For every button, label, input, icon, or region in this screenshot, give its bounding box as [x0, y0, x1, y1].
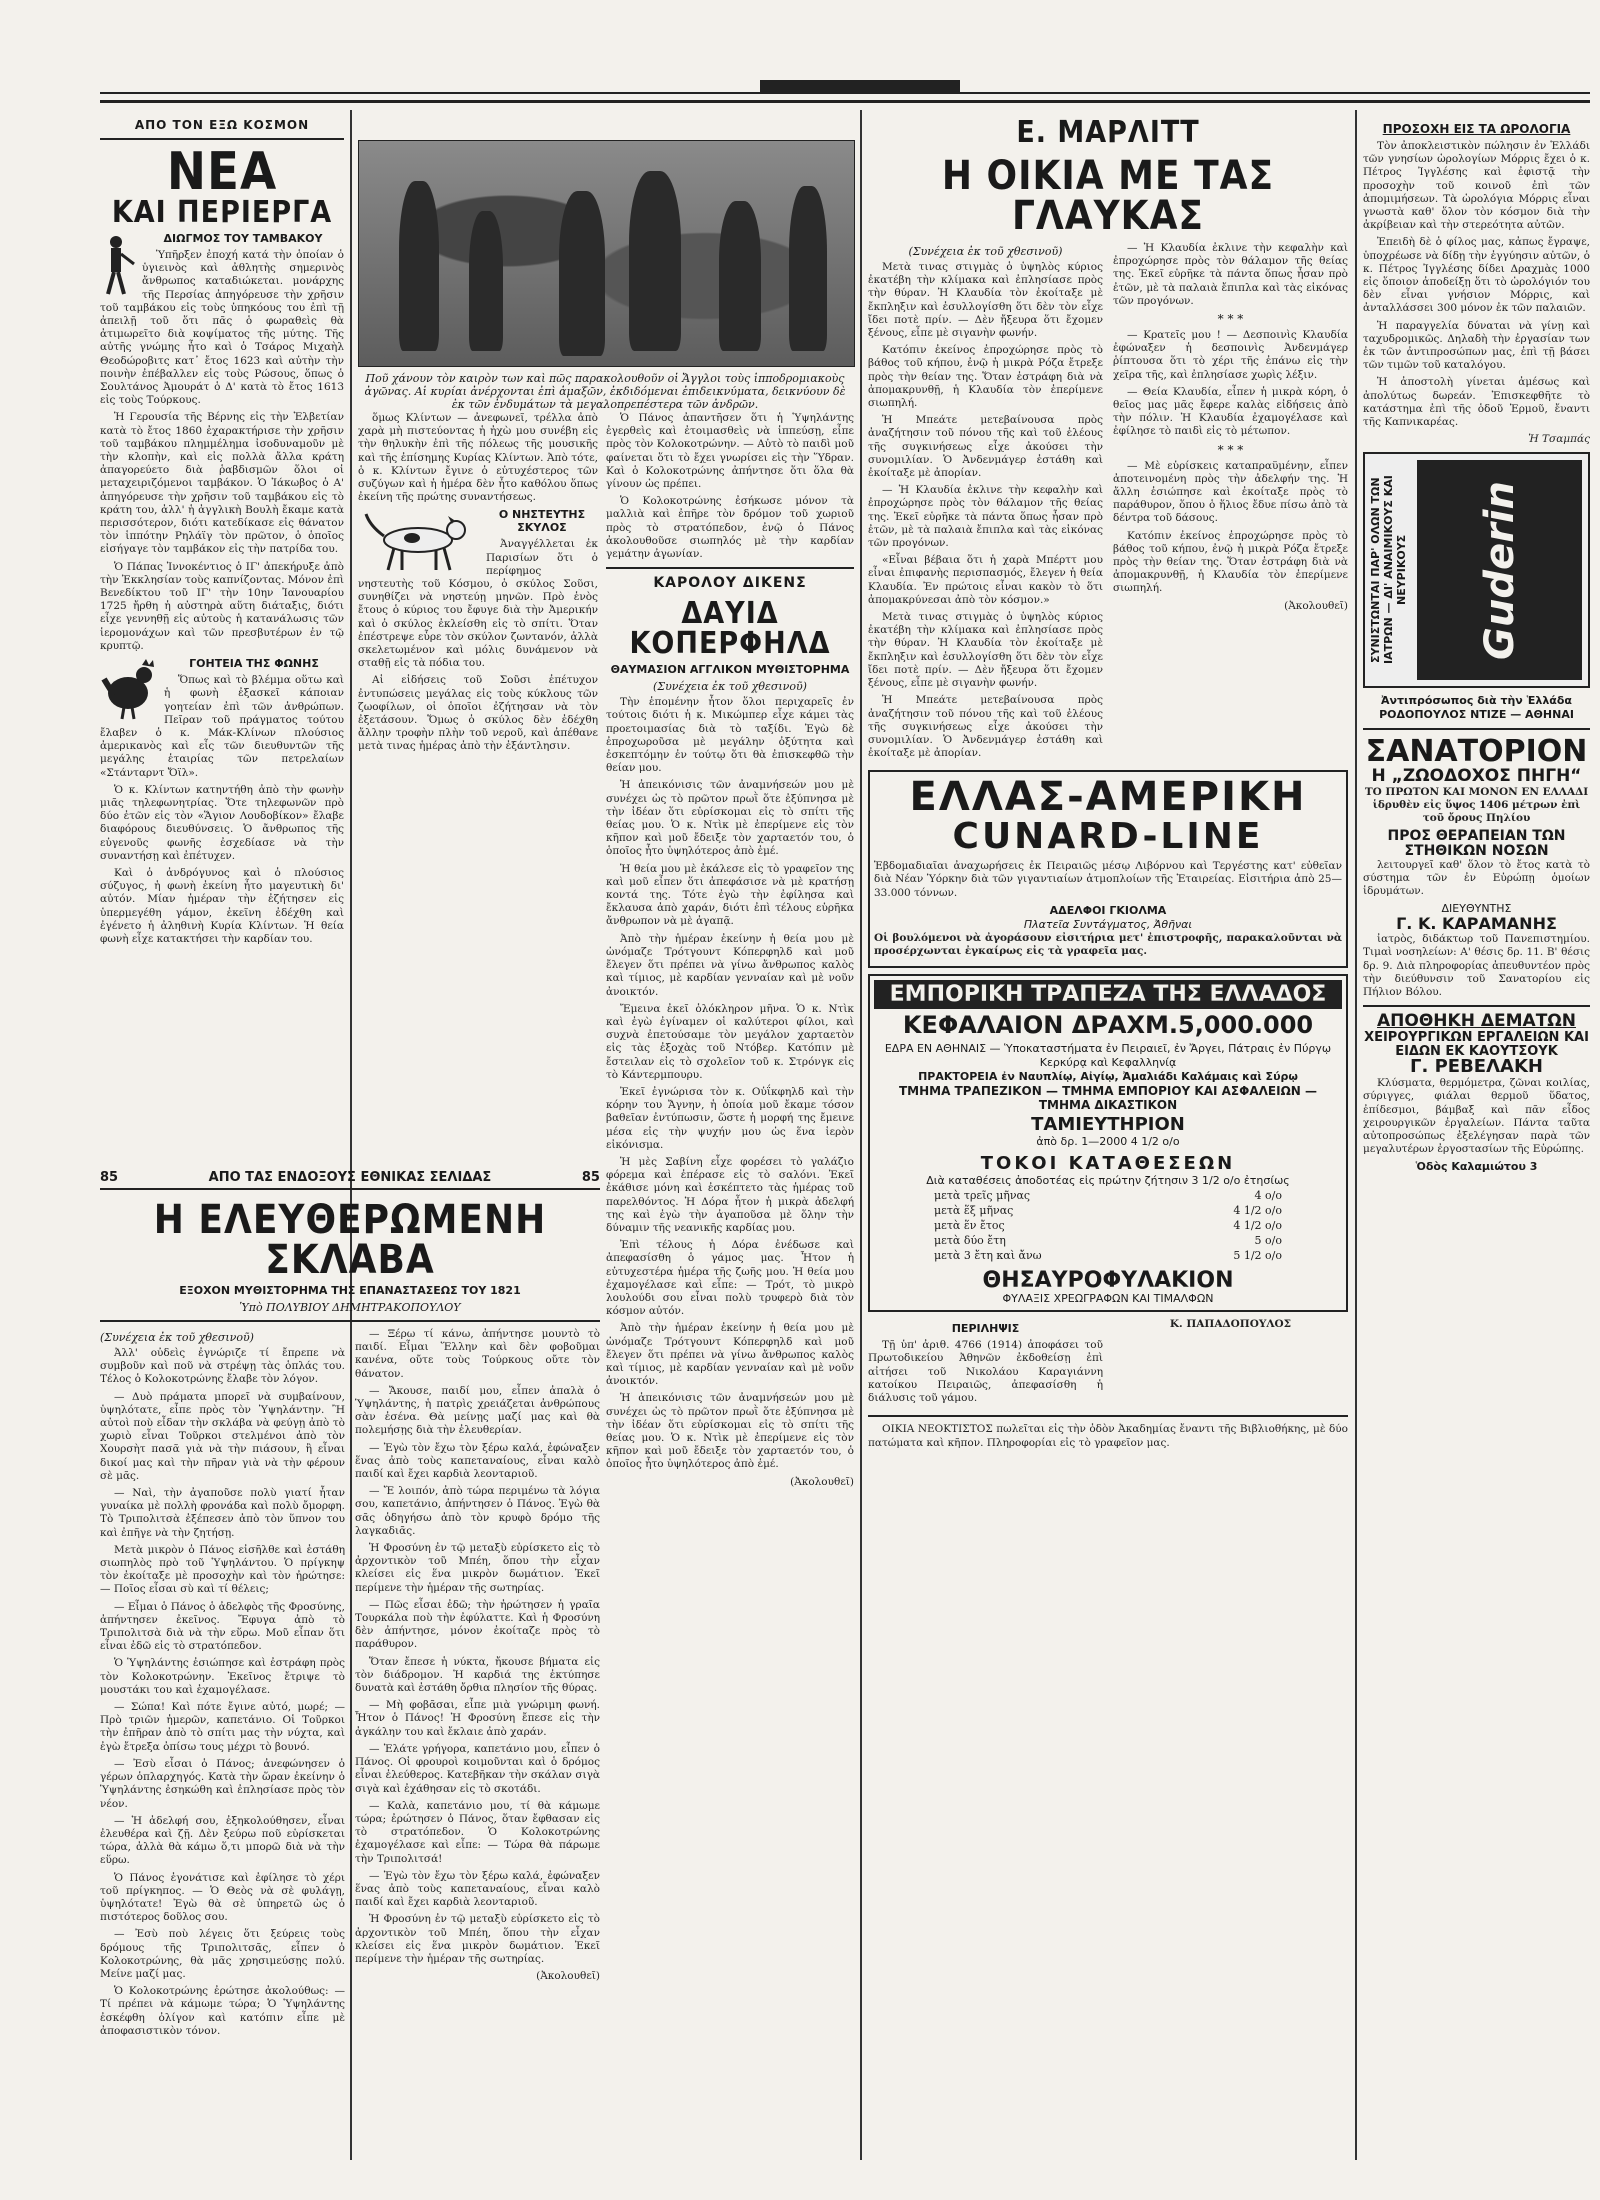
- rate-term: μετὰ ἕξ μῆνας: [934, 1204, 1014, 1218]
- serial-section: [100, 1170, 600, 2180]
- ad-signoff: Ἡ Τσαμπάς: [1528, 433, 1590, 446]
- article-paragraph: «Εἶναι βέβαια ὅτι ἡ χαρὰ Μπέρττ μου εἶναι ἐπιφανὴς περισπασμός, ἔλεγεν ἡ θεία Κλαυδία. Ἐν πρώτοις εἶναι κακὸν τὸ ὅτι ἀπομακρύνεσαι ἀπὸ τὸν κόσμον.»: [868, 554, 1103, 606]
- article-paragraph: Ἡ μὲς Σαβίνη εἶχε φορέσει τὸ γαλάζιο φόρεμα καὶ ἐπέρασε εἰς τὸ σαλόνι. Ἐκεῖ ἐκάθισε μόνη καὶ ἐσκέπτετο τὰς ἡμέρας τοῦ παρελθόντος. Ἡ Δόρα ἦτον ἡ μικρὰ ἀδελφή της καὶ ἐγὼ τὴν ἀγαποῦσα μὲ ὅλην τὴν δύναμιν τῆς νεανικῆς καρδίας μου.: [606, 1155, 854, 1234]
- article-paragraph: Ὁ κ. Κλίντων κατηντήθη ἀπὸ τὴν φωνὴν μιᾶς τηλεφωνητρίας. Ὅτε τηλεφωνῶν πρὸ δύο ἐτῶν εἰς τὸν «Ἅγιον Λουδοβίκον» ἔλαβε διαφόρους διευθύνσεις. Ὁ ἄνθρωπος τῆς εὐγενοῦς φωνῆς ἐσχεδίασε νὰ τὴν συναντήσῃ καὶ ἐπέτυχεν.: [100, 783, 344, 862]
- article-paragraph: — Κρατεῖς μου ! — Δεσποινὶς Κλαυδία ἐφώναξεν ἡ δεσποινὶς Ἀνδενμάγερ ῥίπτουσα ὅτι τὸ χέρι τῆς ἐπάνω εἰς τὴν χεῖρα τῆς, καὶ ἐπλησίασε χωρὶς λέξιν.: [1113, 329, 1348, 381]
- marlitt-column-right: [1113, 242, 1348, 764]
- article-paragraph: — Πῶς εἶσαι ἐδῶ; τὴν ἠρώτησεν ἡ γραῖα Τουρκάλα ποὺ τὴν ἐφύλαττε. Καὶ ἡ Φροσύνη δὲν ἀπήντησε, μόνον ἐκοίταζε πρὸς τὸ παράθυρον.: [355, 1598, 600, 1651]
- article-paragraph: Κατόπιν ἐκείνος ἐπροχώρησε πρὸς τὸ βάθος τοῦ κήπου, ἐνῷ ἡ μικρὰ Ρόζα ἔτρεξε πρὸς τὴν θείαν της. Ὅταν ἐστράφη διὰ νὰ ἀπομακρυνθῇ, ἡ Κλαυδία τὸν ἐπερίμενε σιωπηλή.: [1113, 529, 1348, 595]
- article-paragraph: Ἔμεινα ἐκεῖ ὁλόκληρον μῆνα. Ὁ κ. Ντὶκ καὶ ἐγὼ ἐγίναμεν οἱ καλύτεροι φίλοι, καὶ συχνὰ ἐπετούσαμε τὸν μεγάλον χαρταετὸν εἰς τὰς ἐξοχὰς τοῦ Ντόβερ. Κατόπιν μὲ ἔστειλαν εἰς τὸ σχολεῖον τοῦ κ. Στρόνγκ εἰς τὸ Κάντερμπουρυ.: [606, 1002, 854, 1081]
- marlitt-title: Η ΟΙΚΙΑ ΜΕ ΤΑΣ ΓΛΑΥΚΑΣ: [941, 153, 1275, 239]
- rate-term: μετὰ δύο ἔτη: [934, 1234, 1006, 1248]
- marlitt-continued: (Συνέχεια ἐκ τοῦ χθεσινοῦ): [908, 245, 1063, 258]
- article-paragraph: Ὁ Πάπας Ἰννοκέντιος ὁ ΙΓ' ἀπεκήρυξε ἀπὸ τὴν Ἐκκλησίαν τοὺς καπνίζοντας. Μόνον ἐπὶ Βενεδίκτου τοῦ ΙΓ' τὴν 10ην Ἰανουαρίου 1725 ἤρθη ἡ αὐστηρὰ αὕτη διάταξις, διότι εἶχε γεννηθῇ εἰς αὐτοὺς ἡ κατανάλωσις τῶν ἱερομονάχων καὶ τῶν πρεσβυτέρων ἐν τῷ κρυπτῷ.: [100, 560, 344, 652]
- section-heading: ΑΠΟ ΤΟΝ ΕΞΩ ΚΟΣΜΟΝ: [134, 118, 310, 132]
- article-paragraph: — Ξέρω τί κάνω, ἀπήντησε μουντὸ τὸ παιδί. Εἶμαι Ἕλλην καὶ δὲν φοβοῦμαι κανένα, οὔτε τοὺς Τούρκους οὔτε τὸν θάνατον.: [355, 1328, 600, 1380]
- rate-value: 5 1/2 ο/ο: [1233, 1249, 1282, 1263]
- bank-savings: ΤΑΜΙΕΥΤΗΡΙΟΝ: [1031, 1114, 1185, 1136]
- serial-subtitle: ΕΞΟΧΟΝ ΜΥΘΙΣΤΟΡΗΜΑ ΤΗΣ ΕΠΑΝΑΣΤΑΣΕΩΣ ΤΟΥ 1821: [179, 1284, 521, 1297]
- article-paragraph: Ἡ Μπεάτε μετεβαίνουσα πρὸς ἀναζήτησιν τοῦ πόνου τῆς καὶ τοῦ ἐλέους τῆς συγκινήσεως εἶχε ἀκούσει τὴν συνομιλίαν. Ὁ Ἀνδενμάγερ ἐστάθη καὶ ἐκοίταξε μὲ ἀπορίαν.: [868, 694, 1103, 760]
- guderin-bottle: [1417, 460, 1582, 680]
- bank-savings-rate: ἀπὸ δρ. 1—2000 4 1/2 ο/ο: [1036, 1135, 1180, 1149]
- bank-capital: ΚΕΦΑΛΑΙΟΝ ΔΡΑΧΜ.5,000.000: [902, 1011, 1314, 1040]
- article-paragraph: — Μὲ εὑρίσκεις καταπραϋμένην, εἶπεν ἀποτεινομένη πρὸς τὴν ἀδελφήν της. Ἡ ἄλλη ἐσιώπησε καὶ ἐκοίταξε πρὸς τὸ παράθυρον, ὅπου ὁ ἥλιος ἔδυε πίσω ἀπὸ τὰ δέντρα τοῦ δάσους.: [1113, 459, 1348, 525]
- news-subtitle: ΚΑΙ ΠΕΡΙΕΡΓΑ: [111, 195, 333, 230]
- divider: [100, 138, 344, 140]
- notices-row: [868, 1318, 1348, 1409]
- article-paragraph: Ἡ θεία μου μὲ ἐκάλεσε εἰς τὸ γραφεῖον της καὶ μοῦ εἶπεν ὅτι ἀπεφάσισε νὰ μὲ κρατήσῃ κοντά της. Τότε ἐγὼ τὴν ἐφίλησα καὶ ἔκλαυσα ἀπὸ χαράν, διότι ἐπὶ τέλους εὑρῆκα ἄνθρωπον νὰ μὲ ἀγαπᾷ.: [606, 862, 854, 928]
- rate-value: 4 ο/ο: [1254, 1189, 1282, 1203]
- article-paragraph: Ὁ Ὑψηλάντης ἐσιώπησε καὶ ἐστράφη πρὸς τὸν Κολοκοτρώνην. Ἐκεῖνος ἔτριψε τὸ μουστάκι του καὶ ἐχαμογέλασε.: [100, 1657, 345, 1696]
- bank-seat: ΕΔΡΑ ΕΝ ΑΘΗΝΑΙΣ — Ὑποκαταστήματα ἐν Πειραιεῖ, ἐν Ἄργει, Πάτραις ἐν Πύργῳ Κερκύρᾳ καὶ Κεφαλληνίᾳ: [884, 1042, 1332, 1070]
- article-paragraph: — Ἡ ἀδελφή σου, ἐξηκολούθησεν, εἶναι ἐλευθέρα καὶ ζῇ. Δὲν ξεύρω ποῦ εὑρίσκεται τώρα, ἀλλὰ θὰ κάμω ὅ,τι μπορῶ διὰ νὰ τὴν εὕρω.: [100, 1814, 345, 1867]
- article-paragraph: — Ἄκουσε, παιδί μου, εἶπεν ἀπαλὰ ὁ Ὑψηλάντης, ἡ πατρὶς χρειάζεται ἀνθρώπους σὰν ἐσένα. Θὰ μείνῃς μαζί μας καὶ θὰ πολεμήσῃς διὰ τὴν ἐλευθερίαν.: [355, 1384, 600, 1437]
- marlitt-column-left: [868, 242, 1103, 764]
- column-news: [100, 118, 344, 1158]
- rates-intro: Διὰ καταθέσεις ἀποδοτέας εἰς πρώτην ζήτησιν 3 1/2 ο/ο ἐτησίως: [926, 1174, 1290, 1188]
- section-stars: * * *: [1217, 442, 1244, 457]
- article-paragraph: Ἐκεῖ ἐγνώρισα τὸν κ. Οὐΐκφηλδ καὶ τὴν κόρην του Ἄγνην, ἡ ὁποία μοῦ ἔκαμε τόσον βαθεῖαν ἐντύπωσιν, ὥστε ἡ μορφή της ἔμεινε μέσα εἰς τὴν ψυχήν μου ὡς ἕνα ἱερὸν εἰκόνισμα.: [606, 1085, 854, 1151]
- article-paragraph: Ὑπῆρξεν ἐποχή κατά τὴν ὁποίαν ὁ ὑγιεινὸς καὶ ἀθλητὴς σημερινὸς ἄνθρωπος καταδιώκεται. μονάρχης τῆς Περσίας ἀπηγόρευσε τὴν χρῆσιν τοῦ ταμβάκου εἰς τοὺς ὑπηκόους του ἐπὶ τῇ ἀπειλῇ τοῦ ὅτι πᾶς ὁ φωραθεὶς θὰ ἀτιμωρεῖτο διὰ κοψίματος τῆς μύτης. Τῆς αὐτῆς γνώμης ἦτο καὶ ὁ Τσάρος Μιχαὴλ Θεοδώροβιτς κατ᾽ ἔτος 1623 καὶ αὐτὴν τὴν ποινὴν ἐπέβαλλεν εἰς τοὺς Ρώσους, ὅπως ὁ Σουλτάνος Ἀμουράτ ὁ Δ' κατὰ τὸ ἔτος 1613 εἰς τοὺς Τούρκους.: [100, 249, 344, 407]
- divider: [606, 567, 854, 569]
- house-advert: ΟΙΚΙΑ ΝΕΟΚΤΙΣΤΟΣ πωλεῖται εἰς τὴν ὁδὸν Ἀκαδημίας ἔναντι τῆς Βιβλιοθήκης, μὲ δύο πατώματα καὶ κῆπον. Πληροφορίαι εἰς τὸ γραφεῖον μας.: [868, 1423, 1348, 1449]
- sanatorium-text: λειτουργεῖ καθ' ὅλον τὸ ἔτος κατὰ τὸ σύστημα τῶν ἐν Εὐρώπῃ ὁμοίων ἱδρυμάτων.: [1363, 858, 1590, 898]
- article-paragraph: — Σώπα! Καὶ πότε ἔγινε αὐτό, μωρέ; — Πρὸ τριῶν ἡμερῶν, καπετάνιο. Οἱ Τοῦρκοι τὴν ἐπῆραν ἀπὸ τὸ σπίτι μας τὴν νύχτα, καὶ ἐγὼ ἔτρεξα ὀπίσω τους μέχρι τὸ βουνό.: [100, 1701, 345, 1753]
- column-rule: [1355, 110, 1357, 2160]
- serial-number: 85: [581, 1170, 600, 1185]
- article-paragraph: Ὁ Πάνος ἐγονάτισε καὶ ἐφίλησε τὸ χέρι τοῦ πρίγκηπος. — Ὁ Θεὸς νὰ σὲ φυλάγῃ, ὑψηλότατε! Ἐγὼ θὰ σὲ ὑπηρετῶ ὡς ὁ πιστότερος δοῦλος σου.: [100, 1871, 345, 1924]
- notice-signer: Κ. ΠΑΠΑΔΟΠΟΥΛΟΣ: [1169, 1318, 1292, 1331]
- serial-column-right: [355, 1328, 600, 2042]
- article-paragraph: — Ναὶ, τὴν ἀγαποῦσε πολὺ γιατί ἦταν γυναίκα μὲ πολλὴ φρονάδα καὶ πολὺ ὄμορφη. Τὸ Τριπολιτσὰ ἐξέπεσεν ἀπὸ τὸν ὕπνον του καὶ ἐπῆγε νὰ τὴν ζητήσῃ.: [100, 1487, 345, 1539]
- sanatorium-name: Η „ΖΩΟΔΟΧΟΣ ΠΗΓΗ“: [1371, 765, 1582, 786]
- rates-table: [874, 1188, 1342, 1263]
- bank-ad: [868, 974, 1348, 1312]
- column-ads: [1363, 118, 1590, 2178]
- bank-depts: ΤΜΗΜΑ ΤΡΑΠΕΖΙΚΟΝ — ΤΜΗΜΑ ΕΜΠΟΡΙΟΥ ΚΑΙ ΑΣΦΑΛΕΙΩΝ — ΤΜΗΜΑ ΔΙΚΑΣΤΙΚΟΝ: [898, 1084, 1317, 1113]
- sanatorium-director: Γ. Κ. ΚΑΡΑΜΑΝΗΣ: [1396, 914, 1557, 934]
- column-marlitt: [868, 118, 1348, 2178]
- article-paragraph: Κατόπιν ἐκείνος ἐπροχώρησε πρὸς τὸ βάθος τοῦ κήπου, ἐνῷ ἡ μικρὰ Ρόζα ἔτρεξε πρὸς τὴν θείαν της. Ὅταν ἐστράφη διὰ νὰ ἀπομακρυνθῇ, ἡ Κλαυδία τὸν ἐπερίμενε σιωπηλή.: [868, 344, 1103, 410]
- serial-section-title: ΑΠΟ ΤΑΣ ΕΝΔΟΞΟΥΣ ΕΘΝΙΚΑΣ ΣΕΛΙΔΑΣ: [208, 1170, 492, 1185]
- article-paragraph: — Ἐλάτε γρήγορα, καπετάνιο μου, εἶπεν ὁ Πάνος. Οἱ φρουροὶ κοιμοῦνται καὶ ὁ δρόμος εἶναι ἐλεύθερος. Κατεβῆκαν τὴν σκάλαν σιγὰ σιγὰ καὶ ἐχάθησαν εἰς τὸ σκοτάδι.: [355, 1742, 600, 1795]
- item-heading: ΓΟΗΤΕΙΑ ΤΗΣ ΦΩΝΗΣ: [189, 657, 319, 671]
- guderin-ad: [1363, 452, 1590, 688]
- ad-paragraph: Ἡ παραγγελία δύναται νὰ γίνῃ καὶ ταχυδρομικῶς. Δηλαδὴ τὴν ἐργασίαν των ἐκ τῶν ἀντιπροσώπων μας, ἐπὶ τῇ βάσει τῶν τιμῶν τοῦ καταλόγου.: [1363, 319, 1590, 372]
- continued-note: (Ἀκολουθεῖ): [536, 1970, 600, 1983]
- article-paragraph: Καὶ ὁ ἀνδρόγυνος καὶ ὁ πλούσιος σύζυγος, ἡ φωνὴ ἐκείνη ἦτο μαγευτικὴ δι' αὐτόν. Μίαν ἡμέραν τὴν ἐζήτησεν εἰς ὑπερμεγέθη γάμον, ἐκεῖνη ἐδέχθη καὶ ἐγένετο ἡ ἀληθινὴ Κυρία Κλίντων. Ἡ θεία φωνὴ εἶχε κατακτήσει τὴν καρδίαν του.: [100, 866, 344, 945]
- guderin-brand: Guderin: [1476, 480, 1523, 660]
- article-paragraph: Ἡ Μπεάτε μετεβαίνουσα πρὸς ἀναζήτησιν τοῦ πόνου τῆς καὶ τοῦ ἐλέους τῆς συγκινήσεως εἶχε ἀκούσει τὴν συνομιλίαν. Ὁ Ἀνδενμάγερ ἐστάθη καὶ ἐκοίταξε μὲ ἀπορίαν.: [868, 414, 1103, 480]
- serial-columns: [100, 1328, 600, 2042]
- article-paragraph: — Δυὸ πράματα μπορεῖ νὰ συμβαίνουν, ὑψηλότατε, εἶπε πρὸς τὸν Ὑψηλάντην. Ἢ αὐτοὶ ποὺ εἶδαν τὴν σκλάβα νὰ φεύγῃ ἀπὸ τὸ χωριὸ εἶναι Τοῦρκοι στελμένοι ἀπὸ τὸν Χουρσὴτ πασᾶ γιὰ νὰ τὴν πιάσουν, ἢ εἶναι δικοί μας καὶ τὴν πῆραν γιὰ νὰ τὴν φέρουν σὲ μᾶς.: [100, 1390, 345, 1482]
- sanatorium-title: ΣΑΝΑΤΟΡΙΟΝ: [1365, 734, 1588, 770]
- article-paragraph: — Μὴ φοβᾶσαι, εἶπε μιὰ γνώριμη φωνή. Ἦτον ὁ Πάνος! Ἡ Φροσύνη ἔπεσε εἰς τὴν ἀγκάλην του καὶ ἔκλαιε ἀπὸ χαράν.: [355, 1699, 600, 1738]
- article-paragraph: Ἀπὸ τὴν ἡμέραν ἐκείνην ἡ θεία μου μὲ ὠνόμαζε Τρότγουντ Κόπερφηλδ καὶ μοῦ ἔλεγεν ὅτι πρέπει νὰ γίνω ἄνθρωπος καλὸς καὶ τίμιος, μὲ καρδίαν γενναίαν καὶ μὲ νοῦν ἀνοικτόν.: [606, 1322, 854, 1388]
- rate-term: μετὰ ἕν ἔτος: [934, 1219, 1005, 1233]
- sanatorium-purpose: ΠΡΟΣ ΘΕΡΑΠΕΙΑΝ ΤΩΝ ΣΤΗΘΙΚΩΝ ΝΟΣΩΝ: [1387, 828, 1566, 860]
- treasury-subtitle: ΦΥΛΑΞΙΣ ΧΡΕΩΓΡΑΦΩΝ ΚΑΙ ΤΙΜΑΛΦΩΝ: [1002, 1292, 1214, 1306]
- divider: [868, 1415, 1348, 1417]
- dickens-subtitle: ΘΑΥΜΑΣΙΟΝ ΑΓΓΛΙΚΟΝ ΜΥΘΙΣΤΟΡΗΜΑ: [610, 663, 850, 677]
- article-paragraph: Ἡ ἀπεικόνισις τῶν ἀναμνήσεών μου μὲ συνέχει ὡς τὸ πρῶτον πρωῒ ὅτε ἐξύπνησα μὲ τὴν ἰδέαν ὅτι εὑρίσκομαι εἰς τὸ σπίτι τῆς θείας μου. Ὁ κ. Ντὶκ μὲ ἐπερίμενε εἰς τὸν κῆπον καὶ μοῦ ἔδειξε τὸν χαρταετόν του, ὁ ὁποῖος ἦτο ὑψηλότερος ἀπὸ ἐμέ.: [606, 1392, 854, 1471]
- serial-title: Η ΕΛΕΥΘΕΡΩΜΕΝΗ ΣΚΛΑΒΑ: [153, 1197, 547, 1283]
- article-paragraph: Ἀναγγέλλεται ἐκ Παρισίων ὅτι ὁ περίφημος νηστευτὴς τοῦ Κόσμου, ὁ σκύλος Σοῦσι, συνηθίζει νὰ νηστεύῃ μηνῶν. Πρὸ ἑνὸς ἔτους ὁ κύριος του ἔφυγε διὰ τὴν Ἀμερικήν καὶ ὁ σκύλος ἐκλείσθη εἰς τὸ σπίτι. Ὅταν ἐπέστρεψε εὗρε τὸν σκύλον ζωντανόν, ἀλλὰ σκελετωμένον καὶ μόλις δυνάμενον νὰ σταθῇ εἰς τὰ πόδια του.: [358, 538, 598, 670]
- notice-right: [1113, 1318, 1348, 1409]
- rate-row: [934, 1188, 1282, 1203]
- article-paragraph: Ὁ Κολοκοτρώνης ἐρώτησε ἀκολούθως: — Τί πρέπει νὰ κάμωμε τώρα; Ὁ Ὑψηλάντης ἐσκέφθη ὀλίγον καὶ κατόπιν εἶπε μὲ ἀποφασιστικὸν τόνον.: [100, 1985, 345, 2037]
- news-title: ΝΕΑ: [166, 142, 278, 202]
- dickens-continued: (Συνέχεια ἐκ τοῦ χθεσινοῦ): [653, 680, 807, 694]
- rate-row: [934, 1203, 1282, 1218]
- item-heading: ΔΙΩΓΜΟΣ ΤΟΥ ΤΑΜΒΑΚΟΥ: [163, 232, 323, 245]
- walker-icon: [100, 234, 136, 296]
- continued-note: (Ἀκολουθεῖ): [790, 1475, 854, 1488]
- article-paragraph: Ὁ Πάνος ἀπαντῆσεν ὅτι ἡ Ὑψηλάντης ἐγερθεὶς καὶ ἐτοιμασθεὶς νὰ ἱππεύσῃ, εἶπε πρὸς τὸν Κολοκοτρώνην. — Αὐτὸ τὸ παιδὶ μοῦ φαίνεται ὅτι τὸ ἔχει γνωρίσει εἰς τὴν Ὕδραν. Καὶ ὁ Κολοκοτρώνης ἀπήντησε ὅτι ὅλα θὰ γίνουν ὡς πρέπει.: [606, 412, 854, 491]
- article-paragraph: Ἡ ἀπεικόνισις τῶν ἀναμνήσεών μου μὲ συνέχει ὡς τὸ πρῶτον πρωῒ ὅτε ἐξύπνησα μὲ τὴν ἰδέαν ὅτι εὑρίσκομαι εἰς τὸ σπίτι τῆς θείας μου. Ὁ κ. Ντὶκ μὲ ἐπερίμενε εἰς τὸν κῆπον καὶ μοῦ ἔδειξε τὸν χαρταετόν του, ὁ ὁποῖος ἦτο ὑψηλότερος ἀπὸ ἐμέ.: [606, 779, 854, 858]
- masthead-banner: [760, 80, 960, 92]
- item-heading: Ο ΝΗΣΤΕΥΤΗΣ ΣΚΥΛΟΣ: [498, 508, 586, 535]
- bank-agencies: ΠΡΑΚΤΟΡΕΙΑ ἐν Ναυπλίῳ, Αἰγίῳ, Ἀμαλιάδι Καλάμαις καὶ Σύρῳ: [918, 1070, 1298, 1084]
- article-paragraph: Αἱ εἰδήσεις τοῦ Σοῦσι ἐπέτυχον ἐντυπώσεις μεγάλας εἰς τοὺς κύκλους τῶν ζωοφίλων, οἱ ὁποῖοι ἐζήτησαν νὰ τὸν ἐξετάσουν. Ὅμως ὁ σκύλος δὲν ἐδέχθη ἄλλην τροφὴν πλὴν τοῦ νεροῦ, καὶ ἀπέθανε μετὰ τινας ἡμέρας ἀπὸ τὴν ἐξάντλησιν.: [358, 674, 598, 753]
- serial-continued: (Συνέχεια ἐκ τοῦ χθεσινοῦ): [100, 1331, 254, 1344]
- article-paragraph: Ὅπως καὶ τὸ βλέμμα οὕτω καὶ ἡ φωνὴ ἐξασκεῖ κάποιαν γοητείαν ἐπὶ τῶν ἀνθρώπων. Πεῖραν τοῦ πράγματος τούτου ἔλαβεν ὁ κ. Μάκ-Κλίνων πλούσιος ἀμερικανὸς καὶ εἷς τῶν διευθυντῶν τῆς μεγάλης ἑταιρίας τῶν πετρελαίων «Στάνταρντ Ὄϊλ».: [100, 674, 344, 779]
- article-paragraph: Ἐπὶ τέλους ἡ Δόρα ἐνέδωσε καὶ ἀπεφασίσθη ὁ γάμος μας. Ἦτον ἡ εὐτυχεστέρα ἡμέρα τῆς ζωῆς μου. Ἡ θεία μου ἐχαμογέλασε καὶ εἶπε: — Τρότ, τὸ μικρὸ λουλούδι σου εἶναι πολὺ τρυφερὸ διὰ τὸν κόσμον αὐτόν.: [606, 1239, 854, 1318]
- article-paragraph: — Ἡ Κλαυδία ἐκλινε τὴν κεφαλὴν καὶ ἐπροχώρησε πρὸς τὸν θάλαμον τῆς θείας της. Ἐκεῖ εὑρῆκε τὰ πάντα ὅπως ἦσαν πρὸ ἐτῶν, μὲ τὰ παλαιὰ ἔπιπλα καὶ τὰς εἰκόνας τῶν προγόνων.: [868, 484, 1103, 550]
- guderin-side-text: ΣΥΝΙΣΤΩΝΤΑΙ ΠΑΡ' ΟΛΩΝ ΤΩΝ ΙΑΤΡΩΝ — ΔΙ' ΑΝΑΙΜΙΚΟΥΣ ΚΑΙ ΝΕΥΡΙΚΟΥΣ: [1369, 476, 1408, 665]
- dickens-author: ΚΑΡΟΛΟΥ ΔΙΚΕΝΣ: [653, 575, 807, 592]
- article-paragraph: Ἀλλ' οὐδεὶς ἐγνώριζε τί ἔπρεπε νὰ συμβοῦν καὶ ποῦ νὰ στρέψῃ τὰς ὁπλάς του. Τέλος ὁ Κολοκοτρώνης ἔλαβε τὸν λόγον.: [100, 1347, 345, 1386]
- shop-text: Κλύσματα, θερμόμετρα, ζῶναι κοιλίας, σύριγγες, φιάλαι θερμοῦ ὕδατος, ἐπίδεσμοι, βάμβαξ καὶ πᾶν εἶδος χειρουργικῶν ἐργαλείων. Πάντα ταῦτα αὐτοπροσώπως ἐξελέγησαν παρὰ τῶν μεγαλυτέρων ἐργοστασίων τῆς Εὐρώπης.: [1363, 1077, 1590, 1156]
- notice-left: [868, 1318, 1103, 1409]
- rate-value: 5 ο/ο: [1254, 1234, 1282, 1248]
- article-paragraph: Ἡ Γερουσία τῆς Βέρνης εἰς τὴν Ἑλβετίαν κατὰ τὸ ἔτος 1860 ἐχαρακτήρισε τὴν χρῆσιν τοῦ ταμβάκου πλημμέλημα ἰσοδυναμοῦν μὲ τὴν κλοπὴν, καὶ εἰς πολλὰ ἄλλα κράτη ἀπαγορεύετο διὰ ῥαβδισμῶν ὅλοι οἱ μεταχειριζόμενοι ταμβάκον. Ὁ Ἰάκωβος ὁ Α' ἀπηγόρευσε τὴν χρῆσιν τοῦ ταμβάκου εἰς τὸ κράτη του, ἀλλ' ἡ ἀγγλικὴ Βουλὴ ἔκαμε κατὰ περισσότερον, διότι κατεδίκασε εἰς θάνατον τὸν ἱππότην Ρηλάϊγ τὸν πρῶτον, ὁ ὁποῖος εἰσήγαγε τὸν ταμβάκον εἰς τὴν πατρίδα του.: [100, 411, 344, 556]
- cunard-agent: ΑΔΕΛΦΟΙ ΓΚΙΟΛΜΑ: [1049, 903, 1167, 917]
- shop-subtitle: ΧΕΙΡΟΥΡΓΙΚΩΝ ΕΡΓΑΛΕΙΩΝ ΚΑΙ ΕΙΔΩΝ ΕΚ ΚΑΟΥΤΣΟΥΚ: [1364, 1030, 1589, 1059]
- divider: [100, 1320, 600, 1322]
- cunard-line: CUNARD-LINE: [952, 816, 1264, 858]
- masthead-rule: [100, 92, 1590, 103]
- article-paragraph: — Εἶμαι ὁ Πάνος ὁ ἀδελφὸς τῆς Φροσύνης, ἀπήντησεν ἐκεῖνος. Ἔφυγα ἀπὸ τὸ Τριπολιτσὰ διὰ νὰ τὴν εὕρω. Μοῦ εἶπαν ὅτι εἶναι ἐδῶ εἰς τὸ στρατόπεδον.: [100, 1600, 345, 1653]
- rate-row: [934, 1233, 1282, 1248]
- article-paragraph: Ὅταν ἔπεσε ἡ νύκτα, ἤκουσε βήματα εἰς τὸν διάδρομον. Ἡ καρδιά της ἐκτύπησε δυνατὰ καὶ ἐστάθη ὄρθια πλησίον τῆς θύρας.: [355, 1655, 600, 1695]
- racecourse-photo: [358, 140, 855, 367]
- article-paragraph: Ἡ Φροσύνη ἐν τῷ μεταξὺ εὑρίσκετο εἰς τὸ ἀρχοντικὸν τοῦ Μπέη, ὅπου τὴν εἶχαν κλείσει εἰς ἕνα μικρὸν δωμάτιον. Ἐκεῖ περίμενε τὴν ἡμέραν τῆς σωτηρίας.: [355, 1542, 600, 1594]
- dog-icon: [358, 510, 478, 572]
- rate-row: [934, 1248, 1282, 1263]
- article-paragraph: — Ἐγὼ τὸν ἔχω τὸν ξέρω καλά, ἐφώναξεν ἕνας ἀπὸ τοὺς καπεταναίους, εἶναι καλὸ παιδί καὶ ἔχει καρδιὰ λεονταριοῦ.: [355, 1869, 600, 1909]
- article-paragraph: — Ἔ λοιπόν, ἀπὸ τώρα περιμένω τὰ λόγια σου, καπετάνιο, ἀπήντησεν ὁ Πάνος. Ἐγὼ θὰ σᾶς ὁδηγήσω ἀπὸ τὸν κρυφὸ δρόμο τῆς λαγκαδιᾶς.: [355, 1485, 600, 1537]
- cunard-text: Ἑβδομαδιαῖαι ἀναχωρήσεις ἐκ Πειραιῶς μέσῳ Λιβόρνου καὶ Τεργέστης κατ' εὐθεῖαν διὰ Νέαν Ὑόρκην διὰ τῶν γιγαντιαίων ἀτμοπλοίων τῆς Ἑταιρείας. Εἰσιτήρια ἀπὸ 25—33.000 τόννων.: [874, 860, 1342, 899]
- section-stars: * * *: [1217, 312, 1244, 327]
- shop-owner: Γ. ΡΕΒΕΛΑΚΗ: [1410, 1056, 1543, 1078]
- sanatorium-text: ἰατρὸς, διδάκτωρ τοῦ Πανεπιστημίου. Τιμαὶ νοσηλείων: Α' θέσις δρ. 11. Β' θέσις δρ. 9. Διὰ πληροφορίας ἀπευθυντέον πρὸς τὴν διεύθυνσιν τοῦ Σανατορίου εἰς Πήλιον Βόλου.: [1363, 933, 1590, 999]
- ad-paragraph: Τὸν ἀποκλειστικὸν πώλησιν ἐν Ἑλλάδι τῶν γνησίων ὡρολογίων Μόρρις ἔχει ὁ κ. Πέτρος Ἰγγλέσης καὶ ἐφιστᾷ τὴν προσοχὴν τοῦ κοινοῦ ἐπὶ τῶν ἀπομιμήσεων. Τὰ ὡρολόγια Μόρρις εἶναι γνωστὰ καθ' ὅλον τὸν κόσμον διὰ τὴν ἀκρίβειαν καὶ τὴν στερεότητα αὐτῶν.: [1363, 140, 1590, 232]
- rate-value: 4 1/2 ο/ο: [1233, 1204, 1282, 1218]
- rooster-icon: [100, 659, 158, 721]
- article-paragraph: — Ἡ Κλαυδία ἐκλινε τὴν κεφαλὴν καὶ ἐπροχώρησε πρὸς τὸν θάλαμον τῆς θείας της. Ἐκεῖ εὑρῆκε τὰ πάντα ὅπως ἦσαν πρὸ ἐτῶν, μὲ τὰ παλαιὰ ἔπιπλα καὶ τὰς εἰκόνας τῶν προγόνων.: [1113, 242, 1348, 307]
- serial-number: 85: [100, 1170, 119, 1185]
- bank-title: ΕΜΠΟΡΙΚΗ ΤΡΑΠΕΖΑ ΤΗΣ ΕΛΛΑΔΟΣ: [874, 980, 1342, 1009]
- article-paragraph: Μετὰ τινας στιγμὰς ὁ ὑψηλὸς κύριος ἐκατέβη τὴν κλίμακα καὶ ἐπλησίασε πρὸς τὴν θύραν. Ἡ Κλαυδία τὸν ἐκοίταξε μὲ ἔκπληξιν καὶ ἐσυλλογίσθη ὅτι δὲν τὸν εἶχε ἴδει ποτὲ πρίν. — Δὲν ἤξευρα ὅτι ἔχομεν ξένους, εἶπε μὲ σιγανὴν φωνήν.: [868, 261, 1103, 340]
- dickens-title: ΔΑΥΙΔ ΚΟΠΕΡΦΗΛΔ: [629, 596, 831, 662]
- article-paragraph: Ἡ Φροσύνη ἐν τῷ μεταξὺ εὑρίσκετο εἰς τὸ ἀρχοντικὸν τοῦ Μπέη, ὅπου τὴν εἶχαν κλείσει εἰς ἕνα μικρὸν δωμάτιον. Ἐκεῖ περίμενε τὴν ἡμέραν τῆς σωτηρίας.: [355, 1913, 600, 1965]
- article-paragraph: — Ἐσὺ ποὺ λέγεις ὅτι ξεύρεις τοὺς δρόμους τῆς Τριπολιτσᾶς, εἶπεν ὁ Κολοκοτρώνης, θὰ μᾶς χρησιμεύσῃς πολύ. Μείνε μαζί μας.: [100, 1928, 345, 1980]
- article-paragraph: Ὁ Κολοκοτρώνης ἐσήκωσε μόνον τὰ μαλλιὰ καὶ ἐπῆρε τὸν δρόμον τοῦ χωριοῦ πρὸς τὸ στρατόπεδον, ἐνῷ ὁ Πάνος ἀκολουθοῦσε σιωπηλός μὲ τὴν καρδίαν γεμάτην ἀγωνίαν.: [606, 495, 854, 561]
- ad-paragraph: Ἐπειδὴ δὲ ὁ φίλος μας, κἀπως ἔγραψε, ὑποχρέωσε νὰ δίδῃ τὴν ἐγγύησιν αὐτῶν, ὁ κ. Πέτρος Ἰγγλέσης δίδει Δραχμὰς 1000 εἰς ὅποιον ἀποδείξῃ ὅτι τὸ ὡρολόγιόν του δὲν εἶναι γνήσιον Μόρρις, καὶ ἀνταλλάσσει 300 μόνον ἐκ τῶν παλαιῶν.: [1363, 236, 1590, 315]
- column-rule: [860, 110, 862, 2160]
- serial-author: Ὑπὸ ΠΟΛΥΒΙΟΥ ΔΗΜΗΤΡΑΚΟΠΟΥΛΟΥ: [239, 1301, 461, 1314]
- article-paragraph: — Καλὰ, καπετάνιο μου, τί θὰ κάμωμε τώρα; ἐρώτησεν ὁ Πάνος, ὅταν ἔφθασαν εἰς τὸ στρατόπεδον. Ὁ Κολοκοτρώνης ἐχαμογέλασε καὶ εἶπε: — Τώρα θὰ πάρωμε τὴν Τριπολιτσά!: [355, 1799, 600, 1865]
- column-dickens: [606, 412, 854, 2192]
- serial-header: [100, 1170, 600, 1190]
- cunard-address: Πλατεῖα Συντάγματος, Ἀθῆναι: [1023, 917, 1193, 931]
- treasury-title: ΘΗΣΑΥΡΟΦΥΛΑΚΙΟΝ: [982, 1268, 1234, 1294]
- article-paragraph: ὅμως Κλίντων — ἀνεφωνεῖ, τρέλλα ἀπὸ χαρὰ μὴ πιστεύοντας ἡ ἠχὼ μου συνέβη εἰς τὴν θηλυκὴν ἐπὶ τῆς πόλεως τῆς μουσικῆς καὶ τῆς ἐπίσημης Κυρίας Κλίντων. Ἀπὸ τότε, ὁ κ. Κλίντων ἔγινε ὁ εὐτυχέστερος τῶν συζύγων καὶ ἡ ἡμέρα δὲν ἦτο καθόλου ὅπως ἐκείνη τῆς πρώτης συναντήσεως.: [358, 412, 598, 504]
- shop-title: ΑΠΟΘΗΚΗ ΔΕΜΑΤΩΝ: [1377, 1011, 1576, 1032]
- notice-heading: ΠΕΡΙΛΗΨΙΣ: [951, 1322, 1020, 1336]
- cunard-ad: [868, 770, 1348, 968]
- divider: [1363, 1005, 1590, 1007]
- article-paragraph: Μετὰ τινας στιγμὰς ὁ ὑψηλὸς κύριος ἐκατέβη τὴν κλίμακα καὶ ἐπλησίασε πρὸς τὴν θύραν. Ἡ Κλαυδία τὸν ἐκοίταξε μὲ ἔκπληξιν καὶ ἐσυλλογίσθη ὅτι δὲν τὸν εἶχε ἴδει ποτὲ πρίν. — Δὲν ἤξευρα ὅτι ἔχομεν ξένους, εἶπε μὲ σιγανὴν φωνήν.: [868, 611, 1103, 690]
- article-paragraph: — Ἐσὺ εἶσαι ὁ Πάνος; ἀνεφώνησεν ὁ γέρων ὁπλαρχηγός. Κατὰ τὴν ὥραν ἐκείνην ὁ Ὑψηλάντης ἐσηκώθη καὶ ἐπλησίασε πρὸς τὸν νέον.: [100, 1757, 345, 1810]
- cunard-footer: Οἱ βουλόμενοι νὰ ἀγοράσουν εἰσιτήρια μετ' ἐπιστροφῆς, παρακαλοῦνται νὰ προσέρχωνται ἐγκαίρως εἰς τὰ γραφεῖα μας.: [874, 931, 1342, 957]
- sanatorium-text: ΤΟ ΠΡΩΤΟΝ ΚΑΙ ΜΟΝΟΝ ΕΝ ΕΛΛΑΔΙ ἱδρυθὲν εἰς ὕψος 1406 μέτρων ἐπὶ τοῦ ὄρους Πηλίου: [1364, 785, 1589, 825]
- cunard-title: ΕΛΛΑΣ-ΑΜΕΡΙΚΗ: [909, 774, 1307, 821]
- column-dog: [358, 412, 598, 1172]
- rate-term: μετὰ τρεῖς μῆνας: [934, 1189, 1031, 1203]
- article-paragraph: Ἀπὸ τὴν ἡμέραν ἐκείνην ἡ θεία μου μὲ ὠνόμαζε Τρότγουντ Κόπερφηλδ καὶ μοῦ ἔλεγεν ὅτι πρέπει νὰ γίνω ἄνθρωπος καλὸς καὶ τίμιος, μὲ καρδίαν γενναίαν καὶ μὲ νοῦν ἀνοικτόν.: [606, 932, 854, 998]
- notice-text: Τῇ ὑπ' ἀριθ. 4766 (1914) ἀποφάσει τοῦ Πρωτοδικείου Ἀθηνῶν ἐκδοθείσῃ ἐπὶ αἰτήσει τοῦ Νικολάου Καραγιάννη κατοίκου Πειραιῶς, ἀπεφασίσθη ἡ διάλυσις τοῦ γάμου.: [868, 1339, 1103, 1405]
- article-paragraph: Μετὰ μικρὸν ὁ Πάνος εἰσῆλθε καὶ ἐστάθη σιωπηλὸς πρὸ τοῦ Ὑψηλάντου. Ὁ πρίγκηψ τὸν ἐκοίταξε μὲ προσοχὴν καὶ τὸν ἠρώτησε: — Ποῖος εἶσαι σὺ καὶ τί θέλεις;: [100, 1543, 345, 1596]
- continued-note: (Ἀκολουθεῖ): [1284, 599, 1348, 612]
- guderin-agent: Ἀντιπρόσωπος διὰ τὴν Ἑλλάδα ΡΟΔΟΠΟΥΛΟΣ ΝΤΙΖΕ — ΑΘΗΝΑΙ: [1379, 694, 1574, 722]
- rate-row: [934, 1218, 1282, 1233]
- shop-address: Ὁδὸς Καλαμιώτου 3: [1415, 1160, 1538, 1174]
- photo-caption: Ποῦ χάνουν τὸν καιρὸν των καὶ πῶς παρακολουθοῦν οἱ Ἄγγλοι τοὺς ἱπποδρομιακοὺς ἀγῶνας. Αἱ κυρίαι ἀνέρχονται ἐπὶ ἁμαξῶν, ἐκδιδόμεναι ἐπιδεικνύματα, δεικνύουν δὲ ἐκ τῶν ἐνδυμάτων τὰ μεγαλοπρεπέστερα τῶν ἀνδρῶν.: [364, 372, 846, 411]
- sanatorium-director-label: ΔΙΕΥΘΥΝΤΗΣ: [1441, 902, 1512, 916]
- article-paragraph: Τὴν ἑπομένην ἦτον ὅλοι περιχαρεῖς ἐν τούτοις διότι ἡ κ. Μικώμπερ εἶχε κάμει τὰς προετοιμασίας διὰ τὸ ταξίδι. Ἐγὼ δὲ ἐπροχωροῦσα μὲ μεγάλην ὀξύτητα καὶ ἐσκεπτόμην ἐν τούτῳ ὅτι θὰ ἐπισκεφθῶ τὴν θείαν μου.: [606, 696, 854, 775]
- rate-value: 4 1/2 ο/ο: [1233, 1219, 1282, 1233]
- rates-title: ΤΟΚΟΙ ΚΑΤΑΘΕΣΕΩΝ: [980, 1153, 1236, 1175]
- marlitt-author: Ε. ΜΑΡΛΙΤΤ: [1016, 118, 1200, 150]
- ad-paragraph: Ἡ ἀποστολὴ γίνεται ἀμέσως καὶ ἀπολύτως δωρεάν. Ἐπισκεφθῆτε τὸ κατάστημα ἐπὶ τῆς ὁδοῦ Ἑρμοῦ, ἔναντι τῆς Καπνικαρέας.: [1363, 376, 1590, 429]
- watches-heading: ΠΡΟΣΟΧΗ ΕΙΣ ΤΑ ΩΡΟΛΟΓΙΑ: [1382, 122, 1571, 136]
- article-paragraph: — Θεία Κλαυδία, εἶπεν ἡ μικρὰ κόρη, ὁ θεῖος μας μᾶς ἔφερε καλὰς εἰδήσεις ἀπὸ τὴν πόλιν. Ἡ Κλαυδία ἐχαμογέλασε καὶ ἐφίλησε τὸ παιδὶ εἰς τὸ μέτωπον.: [1113, 385, 1348, 438]
- marlitt-columns: [868, 242, 1348, 764]
- article-paragraph: — Ἐγὼ τὸν ἔχω τὸν ξέρω καλά, ἐφώναξεν ἕνας ἀπὸ τοὺς καπεταναίους, εἶναι καλὸ παιδί καὶ ἔχει καρδιὰ λεονταριοῦ.: [355, 1441, 600, 1481]
- serial-column-left: [100, 1328, 345, 2042]
- divider: [1363, 728, 1590, 730]
- rate-term: μετὰ 3 ἔτη καὶ ἄνω: [934, 1249, 1042, 1263]
